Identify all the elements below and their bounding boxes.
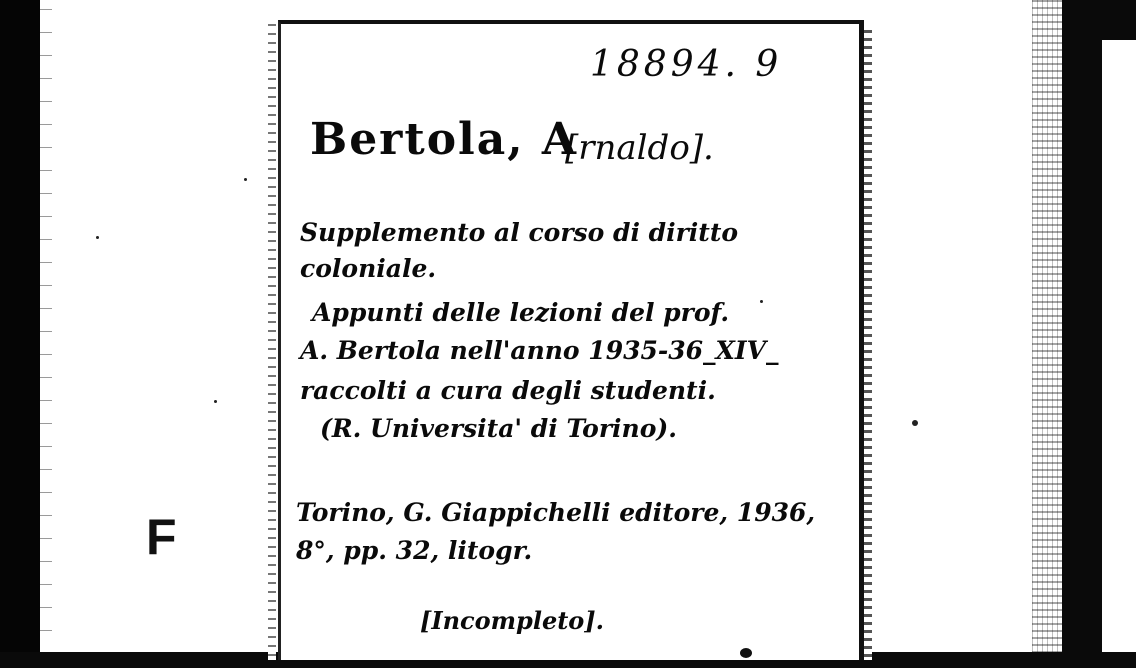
title-line: Appunti delle lezioni del prof. [312, 298, 730, 327]
card-edge-left [268, 24, 276, 660]
title-line: A. Bertola nell'anno 1935-36_XIV_ [300, 336, 779, 365]
imprint-line: Torino, G. Giappichelli editore, 1936, [296, 498, 816, 527]
scan-noise-left [40, 0, 52, 668]
title-line: coloniale. [300, 254, 437, 283]
imprint-line: 8°, pp. 32, litogr. [296, 536, 533, 565]
scan-speck [244, 178, 247, 181]
scan-speck [760, 300, 763, 303]
author-expansion: [rnaldo]. [565, 128, 714, 168]
card-edge-right [864, 30, 872, 660]
scan-border-left [0, 0, 40, 668]
title-line: raccolti a cura degli studenti. [300, 376, 716, 405]
scan-speck [96, 236, 99, 239]
author-name: Bertola, A [310, 114, 579, 165]
shelf-letter: F [146, 509, 177, 565]
scan-speck [214, 400, 217, 403]
scan-noise-right [1032, 0, 1064, 668]
call-number: 18894. 9 [590, 44, 783, 85]
incomplete-note: [Incompleto]. [420, 606, 605, 635]
title-line: Supplemento al corso di diritto [300, 218, 739, 247]
ink-blot [740, 648, 752, 658]
scan-border-right-gap [1102, 40, 1136, 668]
scan-speck [912, 420, 918, 426]
title-line: (R. Universita' di Torino). [320, 414, 677, 443]
